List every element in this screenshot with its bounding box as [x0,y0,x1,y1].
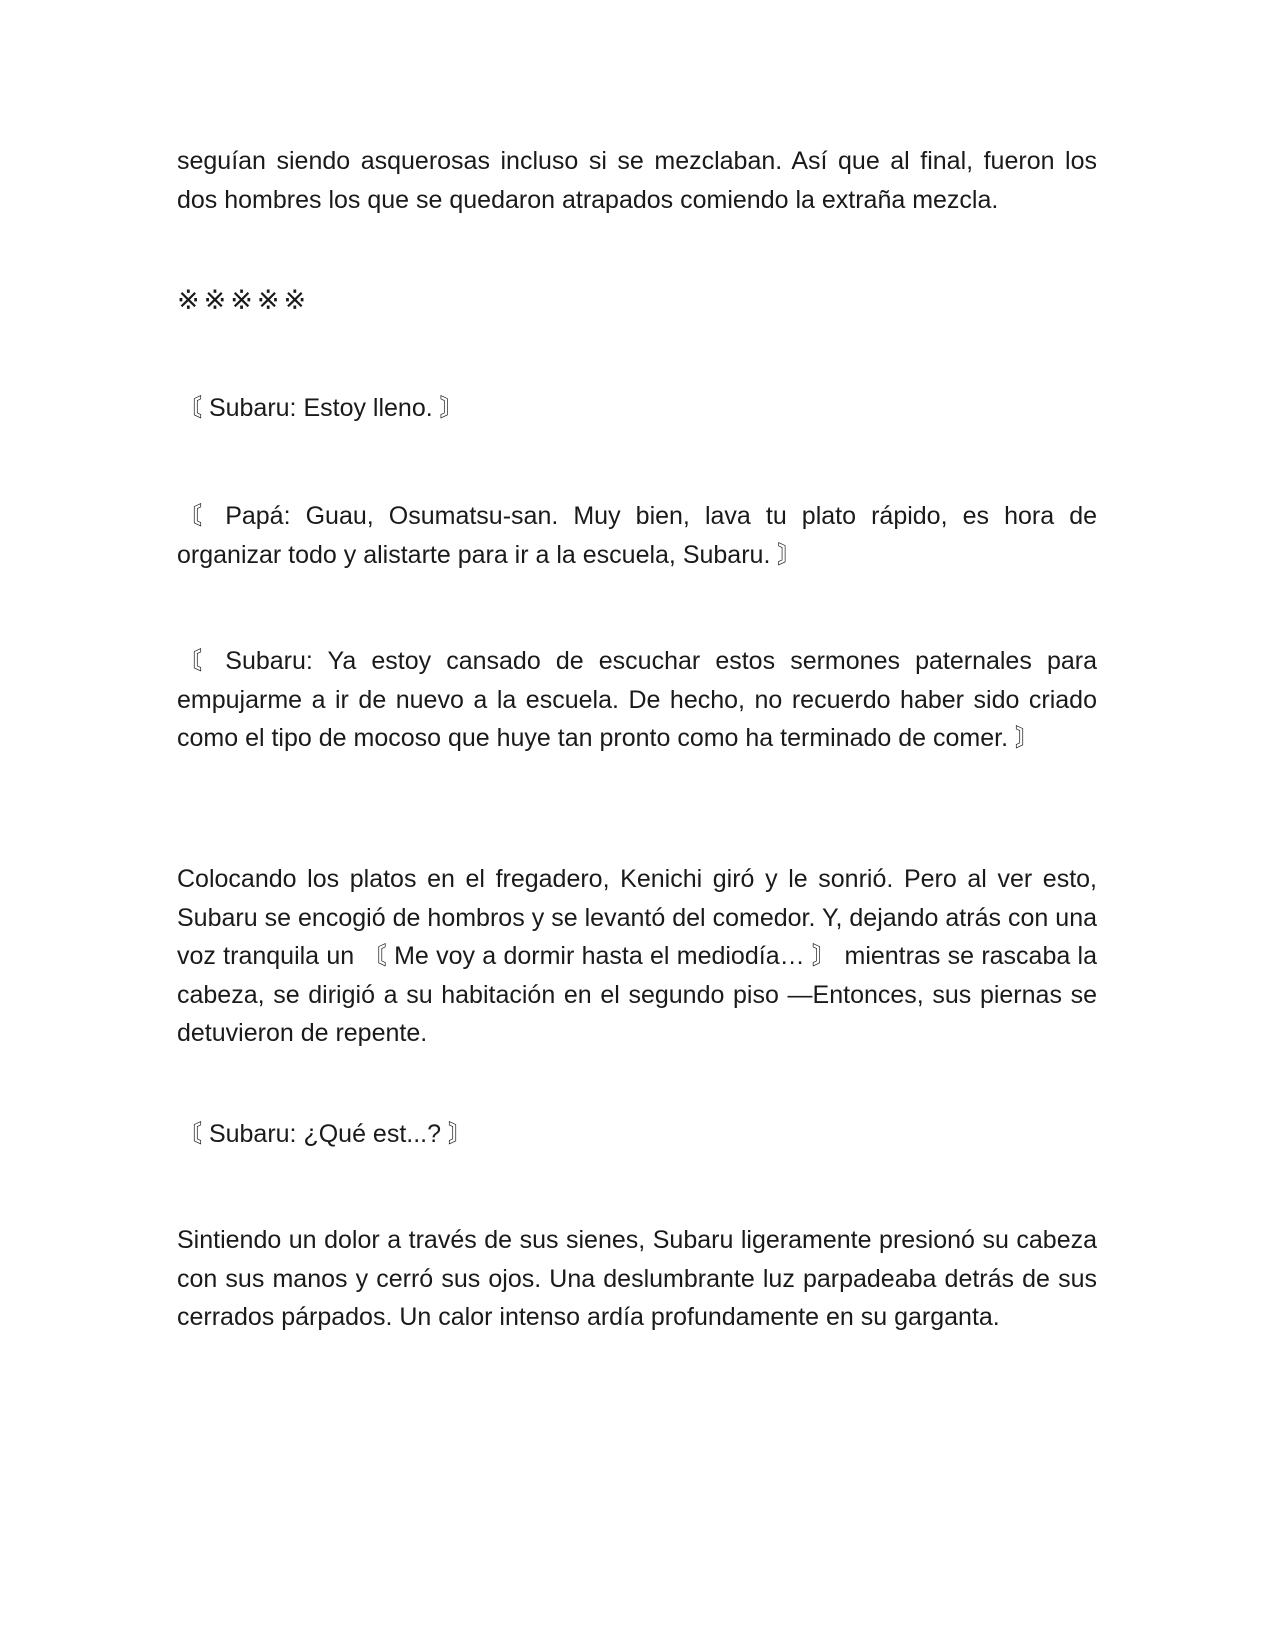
dialogue-subaru-what: 〘 Subaru: ¿Qué est...? 〙 [177,1120,473,1148]
dialogue-subaru-full: 〘 Subaru: Estoy lleno. 〙 [177,394,465,422]
scene-separator: ※※※※※ [177,285,311,316]
paragraph-opening: seguían siendo asquerosas incluso si se mezclaban. Así que al final, fueron los dos hombres los que se quedaron atrapados comiendo la extraña mezcla. [177,147,1097,214]
paragraph-headache: Sintiendo un dolor a través de sus sienes, Subaru ligeramente presionó su cabeza con sus manos y cerró sus ojos. Una deslumbrante luz parpadeaba detrás de sus cerrados párpados. Un calor intenso ardía profundamente en su garganta. [177,1226,1097,1331]
paragraph-kenichi-dishes: Colocando los platos en el fregadero, Kenichi giró y le sonrió. Pero al ver esto, Subaru se encogió de hombros y se levantó del comedor. Y, dejando atrás con una voz tranquila un 〘 Me voy a dormir hasta el mediodía… 〙 mientras se rascaba la cabeza, se dirigió a su habitación en el segundo piso —Entonces, sus piernas se detuvieron de repente. [177,865,1097,1047]
dialogue-papa: 〘 Papá: Guau, Osumatsu-san. Muy bien, lava tu plato rápido, es hora de organizar todo y alistarte para ir a la escuela, Subaru. 〙 [177,502,1097,569]
dialogue-subaru-tired: 〘 Subaru: Ya estoy cansado de escuchar estos sermones paternales para empujarme a ir de nuevo a la escuela. De hecho, no recuerdo haber sido criado como el tipo de mocoso que huye tan pronto como ha terminado de comer. 〙 [177,647,1097,752]
